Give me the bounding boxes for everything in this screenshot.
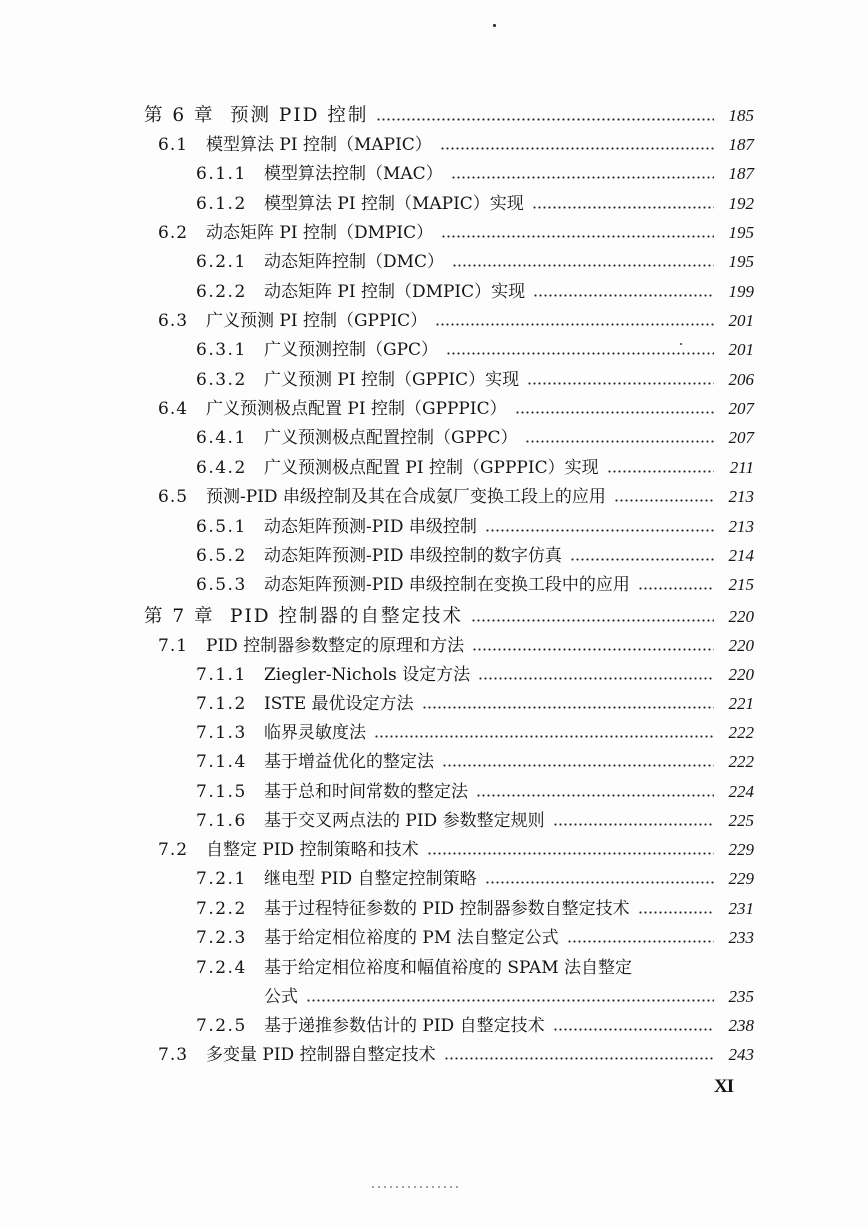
toc-entry-continuation[interactable] xyxy=(264,984,754,1010)
toc-entry-title: 基于给定相位裕度的 PM 法自整定公式 xyxy=(264,928,559,948)
toc-entry-number: 7.1.4 xyxy=(196,752,247,772)
toc-subsection-entry[interactable] xyxy=(196,572,754,598)
toc-entry-page: 243 xyxy=(728,1045,754,1064)
toc-subsection-entry[interactable] xyxy=(196,691,754,717)
dot-leader xyxy=(638,587,714,590)
toc-entry-number: 7.3 xyxy=(158,1045,189,1065)
toc-entry-title: 基于递推参数估计的 PID 自整定技术 xyxy=(264,1016,545,1036)
dot-leader xyxy=(553,823,714,826)
page-number: XI xyxy=(714,1076,734,1097)
toc-entry-title: 广义预测 PI 控制（GPPIC） xyxy=(206,311,428,331)
toc-section-entry[interactable] xyxy=(158,633,754,659)
toc-entry-number: 第 6 章 xyxy=(144,105,215,126)
toc-entry-title: 多变量 PID 控制器自整定技术 xyxy=(206,1045,436,1065)
toc-entry-page: 215 xyxy=(728,575,754,594)
toc-subsection-entry[interactable] xyxy=(196,161,754,187)
toc-entry-title: Ziegler-Nichols 设定方法 xyxy=(264,665,471,685)
toc-subsection-entry[interactable] xyxy=(196,925,754,951)
dot-leader xyxy=(478,677,714,680)
toc-entry-title: 自整定 PID 控制策略和技术 xyxy=(206,840,419,860)
toc-entry-title: 广义预测极点配置控制（GPPC） xyxy=(264,428,518,448)
toc-entry-page: 201 xyxy=(728,340,754,359)
toc-entry-title: 预测 PID 控制 xyxy=(230,105,369,126)
toc-entry-number: 7.1.5 xyxy=(196,782,247,802)
toc-entry-number: 6.5.2 xyxy=(196,546,247,566)
dot-leader xyxy=(553,1028,714,1031)
scan-marks xyxy=(370,1186,460,1188)
toc-entry-page: 220 xyxy=(728,636,754,655)
dot-leader xyxy=(570,558,714,561)
dot-leader xyxy=(607,470,714,473)
toc-entry-number: 第 7 章 xyxy=(144,606,215,627)
dot-leader xyxy=(440,147,714,150)
toc-entry-number: 6.4.2 xyxy=(196,458,247,478)
toc-entry-page: 220 xyxy=(728,665,754,684)
toc-subsection-entry[interactable] xyxy=(196,808,754,834)
toc-entry-page: 213 xyxy=(728,517,754,536)
toc-entry-number: 6.5.3 xyxy=(196,575,247,595)
toc-subsection-entry[interactable] xyxy=(196,455,754,481)
toc-subsection-entry[interactable] xyxy=(196,425,754,451)
toc-entry-page: 229 xyxy=(728,840,754,859)
toc-section-entry[interactable] xyxy=(158,396,754,422)
toc-subsection-entry[interactable] xyxy=(196,662,754,688)
toc-section-entry[interactable] xyxy=(158,308,754,334)
toc-entry-page: 187 xyxy=(728,135,754,154)
toc-entry-page: 201 xyxy=(728,311,754,330)
toc-section-entry[interactable] xyxy=(158,220,754,246)
toc-entry-number: 6.1 xyxy=(158,135,189,155)
toc-entry-title: PID 控制器参数整定的原理和方法 xyxy=(206,636,465,656)
toc-entry-title: ISTE 最优设定方法 xyxy=(264,694,414,714)
toc-entry-number: 7.1.1 xyxy=(196,665,247,685)
scan-speck xyxy=(680,343,682,345)
dot-leader xyxy=(532,206,714,209)
toc-entry-number: 6.3.2 xyxy=(196,370,247,390)
toc-entry-title: 广义预测控制（GPC） xyxy=(264,340,439,360)
toc-entry-page: 187 xyxy=(728,164,754,183)
dot-leader xyxy=(472,648,714,651)
toc-entry-number: 6.2.2 xyxy=(196,282,247,302)
dot-leader xyxy=(376,118,714,121)
dot-leader xyxy=(452,264,714,267)
toc-entry-page: 199 xyxy=(728,282,754,301)
toc-entry-title: 基于交叉两点法的 PID 参数整定规则 xyxy=(264,811,545,831)
toc-entry-number: 6.2.1 xyxy=(196,252,247,272)
toc-entry-page: 235 xyxy=(728,987,754,1006)
toc-subsection-entry[interactable] xyxy=(196,543,754,569)
toc-entry-number: 7.2.1 xyxy=(196,869,247,889)
toc-entry-number: 6.1.1 xyxy=(196,164,247,184)
toc-entry-title: 动态矩阵预测-PID 串级控制的数字仿真 xyxy=(264,546,562,566)
toc-subsection-entry[interactable] xyxy=(196,279,754,305)
toc-entry-title: 基于总和时间常数的整定法 xyxy=(264,782,468,802)
toc-entry-title: 基于增益优化的整定法 xyxy=(264,752,434,772)
toc-subsection-entry[interactable] xyxy=(196,749,754,775)
toc-entry-number: 7.1.6 xyxy=(196,811,247,831)
dot-leader xyxy=(485,529,714,532)
toc-entry-page: 222 xyxy=(728,723,754,742)
toc-entry-title: 模型算法 PI 控制（MAPIC） xyxy=(206,135,432,155)
toc-entry-title: 预测-PID 串级控制及其在合成氨厂变换工段上的应用 xyxy=(206,487,606,507)
toc-entry-title: 基于过程特征参数的 PID 控制器参数自整定技术 xyxy=(264,899,630,919)
toc-entry-title: 广义预测 PI 控制（GPPIC）实现 xyxy=(264,370,520,390)
toc-entry-title: 广义预测极点配置 PI 控制（GPPPIC） xyxy=(206,399,507,419)
toc-entry-title: 临界灵敏度法 xyxy=(264,723,366,743)
toc-entry-number: 7.2.4 xyxy=(196,958,247,978)
toc-section-entry[interactable] xyxy=(158,484,754,510)
toc-entry-page: 221 xyxy=(728,694,754,713)
toc-entry-page: 185 xyxy=(728,106,754,125)
toc-subsection-entry[interactable] xyxy=(196,514,754,540)
toc-entry-page: 225 xyxy=(728,811,754,830)
toc-subsection-entry[interactable] xyxy=(196,720,754,746)
dot-leader xyxy=(533,294,714,297)
dot-leader xyxy=(638,911,714,914)
dot-leader xyxy=(515,411,714,414)
toc-entry-title: 动态矩阵控制（DMC） xyxy=(264,252,445,272)
toc-chapter-entry[interactable] xyxy=(144,103,754,129)
toc-entry-title: 动态矩阵 PI 控制（DMPIC）实现 xyxy=(264,282,526,302)
toc-entry-page: 211 xyxy=(729,458,754,477)
dot-leader xyxy=(441,235,714,238)
toc-subsection-entry[interactable] xyxy=(196,249,754,275)
toc-entry-number: 6.5 xyxy=(158,487,189,507)
toc-entry-page: 229 xyxy=(728,869,754,888)
toc-chapter-entry[interactable] xyxy=(144,604,754,630)
toc-subsection-entry[interactable] xyxy=(196,1013,754,1039)
dot-leader xyxy=(442,764,714,767)
toc-entry-page: 214 xyxy=(728,546,754,565)
toc-entry-number: 7.2.2 xyxy=(196,899,247,919)
toc-entry-number: 7.1 xyxy=(158,636,189,656)
toc-entry-page: 207 xyxy=(728,428,754,447)
scan-speck xyxy=(493,24,496,27)
toc-entry-page: 220 xyxy=(728,607,754,626)
toc-section-entry[interactable] xyxy=(158,837,754,863)
toc-entry-number: 7.1.3 xyxy=(196,723,247,743)
toc-entry-title: 模型算法 PI 控制（MAPIC）实现 xyxy=(264,194,524,214)
toc-entry-number: 6.1.2 xyxy=(196,194,247,214)
dot-leader xyxy=(446,352,714,355)
dot-leader xyxy=(485,881,714,884)
dot-leader xyxy=(435,323,714,326)
toc-section-entry[interactable] xyxy=(158,132,754,158)
toc-entry-number: 7.2 xyxy=(158,840,189,860)
toc-entry-page: 207 xyxy=(728,399,754,418)
toc-entry-page: 238 xyxy=(728,1016,754,1035)
toc-entry-page: 224 xyxy=(728,782,754,801)
dot-leader xyxy=(422,706,714,709)
toc-entry-number: 6.3 xyxy=(158,311,189,331)
toc-section-entry[interactable] xyxy=(158,1042,754,1068)
toc-entry-number: 6.3.1 xyxy=(196,340,247,360)
toc-subsection-entry[interactable] xyxy=(196,191,754,217)
dot-leader xyxy=(374,735,714,738)
toc-entry-number: 7.2.3 xyxy=(196,928,247,948)
toc-entry-page: 231 xyxy=(728,899,754,918)
toc-entry-page: 195 xyxy=(728,252,754,271)
toc-entry-title: 广义预测极点配置 PI 控制（GPPPIC）实现 xyxy=(264,458,599,478)
toc-subsection-entry[interactable] xyxy=(196,337,754,363)
toc-entry-page: 222 xyxy=(728,752,754,771)
dot-leader xyxy=(567,940,714,943)
toc-entry-title: 基于给定相位裕度和幅值裕度的 SPAM 法自整定 xyxy=(264,958,633,978)
toc-subsection-entry[interactable] xyxy=(196,896,754,922)
toc-entry-number: 6.2 xyxy=(158,223,189,243)
toc-entry-title: 动态矩阵 PI 控制（DMPIC） xyxy=(206,223,434,243)
dot-leader xyxy=(471,619,714,622)
toc-entry-number: 6.4.1 xyxy=(196,428,247,448)
toc-entry-page: 213 xyxy=(728,487,754,506)
toc-entry-title: PID 控制器的自整定技术 xyxy=(230,606,463,627)
dot-leader xyxy=(444,1057,714,1060)
dot-leader xyxy=(451,176,714,179)
toc-entry-page: 192 xyxy=(728,194,754,213)
dot-leader xyxy=(427,852,714,855)
toc-entry-number: 6.5.1 xyxy=(196,517,247,537)
dot-leader xyxy=(306,999,714,1002)
dot-leader xyxy=(525,440,714,443)
toc-entry-page: 206 xyxy=(728,370,754,389)
toc-entry-page: 233 xyxy=(728,928,754,947)
dot-leader xyxy=(476,794,714,797)
toc-subsection-entry[interactable] xyxy=(196,866,754,892)
toc-entry-number: 7.2.5 xyxy=(196,1016,247,1036)
toc-entry-number: 6.4 xyxy=(158,399,189,419)
toc-subsection-entry[interactable] xyxy=(196,367,754,393)
toc-entry-title: 模型算法控制（MAC） xyxy=(264,164,443,184)
toc-entry-title: 动态矩阵预测-PID 串级控制在变换工段中的应用 xyxy=(264,575,630,595)
toc-entry-page: 195 xyxy=(728,223,754,242)
toc-entry-title: 继电型 PID 自整定控制策略 xyxy=(264,869,477,889)
toc-subsection-entry[interactable] xyxy=(196,779,754,805)
toc-entry-title: 公式 xyxy=(264,987,298,1007)
toc-entry-number: 7.1.2 xyxy=(196,694,247,714)
dot-leader xyxy=(527,382,714,385)
dot-leader xyxy=(614,499,714,502)
toc-subsection-entry[interactable] xyxy=(196,955,754,981)
toc-entry-title: 动态矩阵预测-PID 串级控制 xyxy=(264,517,477,537)
